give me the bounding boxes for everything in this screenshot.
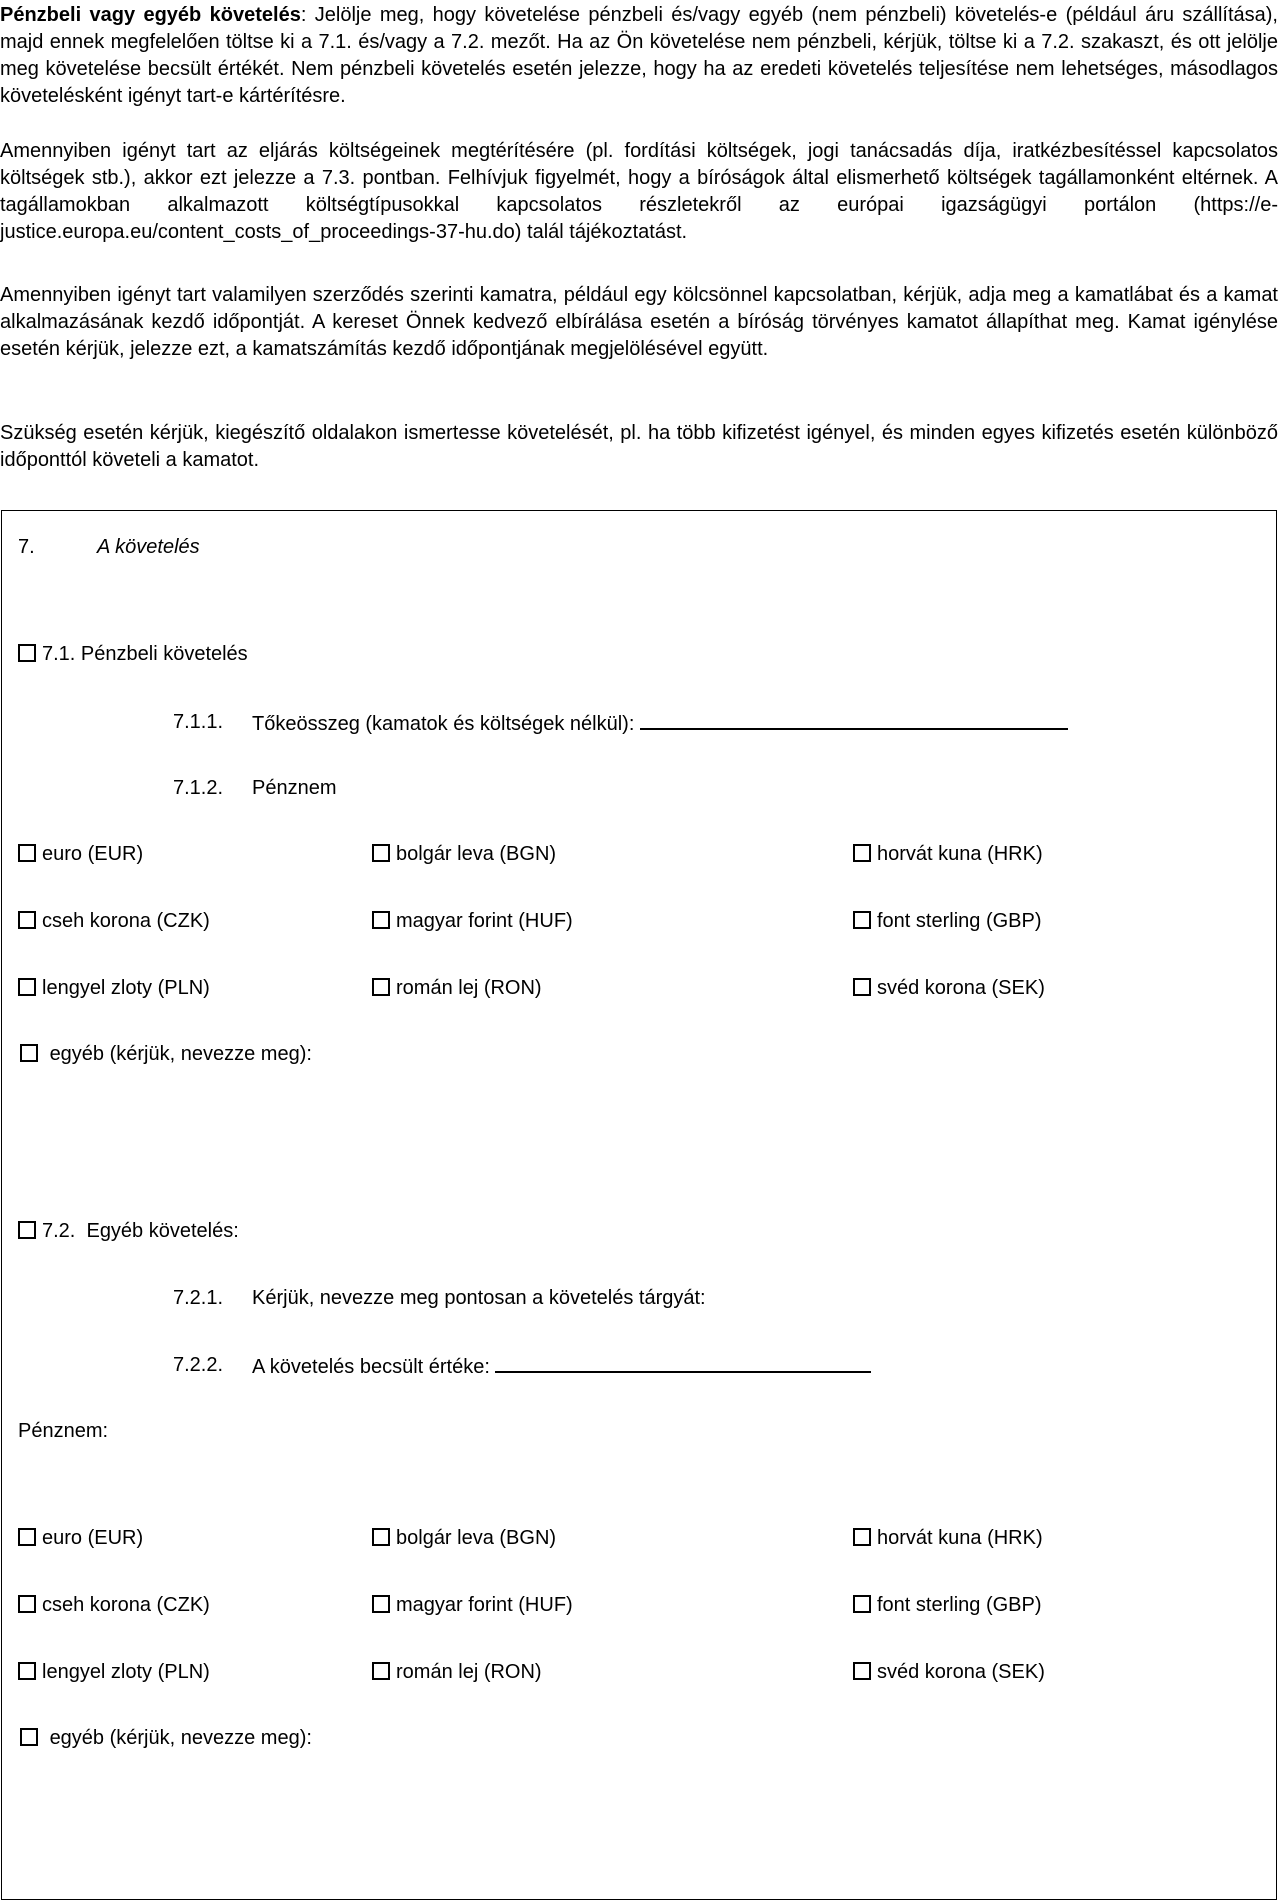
checkbox[interactable] [20,1044,38,1062]
estimated-value-label: A követelés becsült értéke: [252,1356,490,1378]
checkbox[interactable] [18,978,36,996]
currency-option-label: cseh korona (CZK) [42,1594,210,1616]
checkbox[interactable] [372,844,390,862]
checkbox[interactable] [18,911,36,929]
currency-option[interactable] [853,976,1045,1000]
currency-option[interactable] [18,1593,210,1617]
principal-label: Tőkeösszeg (kamatok és költségek nélkül): [252,713,635,735]
currency-option[interactable] [18,842,143,866]
currency-option[interactable] [18,976,210,1000]
estimated-value-input[interactable] [495,1353,871,1373]
estimated-value-row [252,1353,871,1379]
currency-option[interactable] [853,1593,1042,1617]
checkbox[interactable] [853,1662,871,1680]
checkbox[interactable] [853,844,871,862]
checkbox[interactable] [372,1595,390,1613]
checkbox[interactable] [853,911,871,929]
currency-option-label: svéd korona (SEK) [877,1661,1045,1683]
currency-option-label: román lej (RON) [396,1661,542,1683]
checkbox[interactable] [18,1595,36,1613]
currency-option-label: horvát kuna (HRK) [877,1527,1043,1549]
currency-option[interactable] [372,976,542,1000]
intro-paragraph-2: Amennyiben igényt tart az eljárás költségeinek megtérítésére (pl. fordítási költségek, jogi tanácsadás díja, iratkézbesítéssel kapcsolatos költségek stb.), akkor ezt jelezze a 7.3. pontban. Felhívjuk figyelmét, hogy a bíróságok által elismerhető költségek tagállamonként eltérnek. A tagállamokban alkalmazott költségtípusokkal kapcsolatos részletekről az európai igazságügyi portálon (https://e-justice.europa.eu/content_costs_of_proceedings-37-hu.do) talál tájékoztatást. [0,140,1278,243]
currency-option[interactable] [853,1660,1045,1684]
intro-paragraph-1 [0,2,1278,110]
currency-option-label: cseh korona (CZK) [42,910,210,932]
other-currency-option-2[interactable] [20,1724,344,1752]
intro-heading: Pénzbeli vagy egyéb követelés [0,4,301,26]
currency-option[interactable] [372,909,573,933]
checkbox[interactable] [853,1595,871,1613]
checkbox[interactable] [18,644,36,662]
currency-option[interactable] [372,1526,556,1550]
item-number: 7.1.2. [173,777,224,799]
checkbox[interactable] [20,1728,38,1746]
currency-option-label: euro (EUR) [42,1527,144,1549]
currency-option[interactable] [18,909,210,933]
currency-label: Pénznem [252,777,337,799]
checkbox[interactable] [372,1662,390,1680]
other-currency-label: egyéb (kérjük, nevezze meg): [49,1043,312,1065]
intro-paragraph-3: Amennyiben igényt tart valamilyen szerződés szerinti kamatra, például egy kölcsönnel kapcsolatban, kérjük, adja meg a kamatlábat és a kamat alkalmazásának kezdő időpontját. A kereset Önnek kedvező elbírálása esetén a bíróság törvényes kamatot állapíthat meg. Kamat igénylése esetén kérjük, jelezze ezt, a kamatszámítás kezdő időpontjának megjelölésével együtt. [0,284,1278,360]
checkbox[interactable] [853,978,871,996]
other-claim-option[interactable] [18,1219,239,1243]
item-number: 7.1.1. [173,711,224,733]
currency-option-label: magyar forint (HUF) [396,1594,573,1616]
currency-option-label: horvát kuna (HRK) [877,843,1043,865]
other-claim-label: 7.2. Egyéb követelés: [42,1220,239,1242]
currency-option[interactable] [18,1526,143,1550]
currency-option-label: bolgár leva (BGN) [396,843,557,865]
checkbox[interactable] [18,1221,36,1239]
intro-text: : Jelölje meg, hogy követelése pénzbeli és/vagy egyéb (nem pénzbeli) követelés-e (például áru szállítása), majd ennek megfelelően töltse ki a 7.1. és/vagy a 7.2. mezőt. Ha az Ön követelése nem pénzbeli, kérjük, töltse ki a 7.2. szakaszt, és ott jelölje meg követelése becsült értékét. Nem pénzbeli követelés esetén jelezze, hogy ha az eredeti követelés teljesítése nem lehetséges, másodlagos követelésként igényt tart-e kártérítésre. [0,4,1278,107]
currency-option-label: román lej (RON) [396,977,542,999]
checkbox[interactable] [853,1528,871,1546]
currency-option[interactable] [853,909,1042,933]
checkbox[interactable] [372,1528,390,1546]
currency-option-label: svéd korona (SEK) [877,977,1045,999]
currency-option[interactable] [372,1593,573,1617]
currency-option[interactable] [372,842,556,866]
currency-option-label: euro (EUR) [42,843,144,865]
item-number: 7.2.2. [173,1354,224,1376]
money-claim-label: 7.1. Pénzbeli követelés [42,643,248,665]
currency-option-label: font sterling (GBP) [877,1594,1042,1616]
section-number: 7. [18,536,35,558]
checkbox[interactable] [18,1528,36,1546]
other-currency-option[interactable] [20,1040,344,1068]
currency-option[interactable] [853,1526,1043,1550]
intro-paragraph-4: Szükség esetén kérjük, kiegészítő oldalakon ismertesse követelését, pl. ha több kifizetést igényel, és minden egyes kifizetés esetén különböző időponttól követeli a kamatot. [0,422,1278,471]
principal-row [252,710,1068,736]
checkbox[interactable] [18,1662,36,1680]
currency-option[interactable] [372,1660,542,1684]
currency-label-2: Pénznem: [18,1420,109,1442]
money-claim-option[interactable] [18,642,248,666]
currency-option-label: font sterling (GBP) [877,910,1042,932]
currency-option-label: bolgár leva (BGN) [396,1527,557,1549]
principal-input[interactable] [640,710,1068,730]
currency-option-label: magyar forint (HUF) [396,910,573,932]
claim-subject-label: Kérjük, nevezze meg pontosan a követelés tárgyát: [252,1287,706,1309]
currency-option[interactable] [853,842,1043,866]
other-currency-label: egyéb (kérjük, nevezze meg): [49,1727,312,1749]
checkbox[interactable] [372,978,390,996]
currency-option[interactable] [18,1660,210,1684]
currency-option-label: lengyel zloty (PLN) [42,977,210,999]
currency-option-label: lengyel zloty (PLN) [42,1661,210,1683]
checkbox[interactable] [18,844,36,862]
section-title: A követelés [97,536,200,558]
item-number: 7.2.1. [173,1287,224,1309]
claim-form-box [1,510,1277,1900]
checkbox[interactable] [372,911,390,929]
